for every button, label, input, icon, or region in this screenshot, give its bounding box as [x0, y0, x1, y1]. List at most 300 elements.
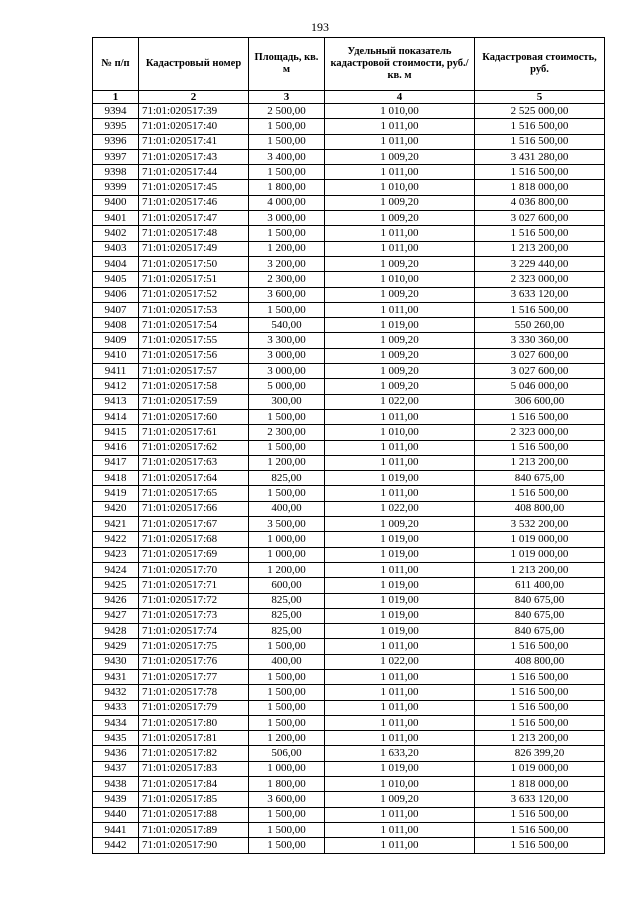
cell-area: 540,00 [249, 318, 325, 333]
cell-cadastral-cost: 3 027 600,00 [475, 364, 605, 379]
header-cadastral-number: Кадастровый номер [139, 38, 249, 91]
cell-area: 1 800,00 [249, 180, 325, 195]
cell-cadastral-number: 71:01:020517:76 [139, 654, 249, 669]
cell-cadastral-cost: 1 213 200,00 [475, 455, 605, 470]
cell-area: 1 500,00 [249, 409, 325, 424]
cell-specific-rate: 1 011,00 [325, 669, 475, 684]
cell-cadastral-number: 71:01:020517:67 [139, 517, 249, 532]
cell-row-number: 9412 [93, 379, 139, 394]
cell-cadastral-number: 71:01:020517:44 [139, 165, 249, 180]
cell-cadastral-number: 71:01:020517:60 [139, 409, 249, 424]
cell-row-number: 9429 [93, 639, 139, 654]
cell-cadastral-number: 71:01:020517:64 [139, 471, 249, 486]
cell-area: 825,00 [249, 471, 325, 486]
cell-area: 1 500,00 [249, 700, 325, 715]
cell-area: 400,00 [249, 654, 325, 669]
table-row [93, 639, 605, 654]
cell-cadastral-number: 71:01:020517:84 [139, 777, 249, 792]
cell-cadastral-cost: 1 516 500,00 [475, 700, 605, 715]
cell-specific-rate: 1 010,00 [325, 272, 475, 287]
cell-specific-rate: 1 011,00 [325, 700, 475, 715]
cell-specific-rate: 1 010,00 [325, 180, 475, 195]
table-row [93, 700, 605, 715]
cell-row-number: 9438 [93, 777, 139, 792]
table-row [93, 547, 605, 562]
table-row [93, 838, 605, 853]
table-row [93, 333, 605, 348]
cell-area: 600,00 [249, 578, 325, 593]
cell-specific-rate: 1 011,00 [325, 822, 475, 837]
table-row [93, 455, 605, 470]
cell-area: 1 500,00 [249, 639, 325, 654]
table-row [93, 578, 605, 593]
table-row [93, 471, 605, 486]
cell-cadastral-cost: 840 675,00 [475, 593, 605, 608]
column-number: 4 [325, 91, 475, 104]
cell-row-number: 9409 [93, 333, 139, 348]
cell-cadastral-number: 71:01:020517:49 [139, 241, 249, 256]
cell-specific-rate: 1 019,00 [325, 318, 475, 333]
cell-area: 1 500,00 [249, 715, 325, 730]
table-row [93, 486, 605, 501]
cell-specific-rate: 1 011,00 [325, 455, 475, 470]
cell-area: 3 400,00 [249, 149, 325, 164]
cell-cadastral-number: 71:01:020517:46 [139, 195, 249, 210]
cell-area: 1 000,00 [249, 547, 325, 562]
cell-specific-rate: 1 011,00 [325, 409, 475, 424]
cell-row-number: 9399 [93, 180, 139, 195]
cell-specific-rate: 1 011,00 [325, 226, 475, 241]
cell-area: 1 000,00 [249, 532, 325, 547]
cell-cadastral-cost: 1 818 000,00 [475, 777, 605, 792]
cell-cadastral-number: 71:01:020517:69 [139, 547, 249, 562]
cell-row-number: 9413 [93, 394, 139, 409]
header-cadastral-cost: Кадастровая стоимость, руб. [475, 38, 605, 91]
cell-area: 506,00 [249, 746, 325, 761]
cell-area: 1 000,00 [249, 761, 325, 776]
cell-row-number: 9417 [93, 455, 139, 470]
table-row [93, 425, 605, 440]
cell-cadastral-cost: 840 675,00 [475, 624, 605, 639]
cell-row-number: 9442 [93, 838, 139, 853]
cell-cadastral-number: 71:01:020517:52 [139, 287, 249, 302]
cell-cadastral-cost: 1 019 000,00 [475, 532, 605, 547]
cell-specific-rate: 1 011,00 [325, 715, 475, 730]
cell-row-number: 9435 [93, 731, 139, 746]
cell-area: 1 500,00 [249, 685, 325, 700]
cell-specific-rate: 1 011,00 [325, 838, 475, 853]
cell-row-number: 9427 [93, 608, 139, 623]
cell-specific-rate: 1 019,00 [325, 761, 475, 776]
column-number: 1 [93, 91, 139, 104]
cell-row-number: 9404 [93, 256, 139, 271]
cell-cadastral-cost: 4 036 800,00 [475, 195, 605, 210]
table-row [93, 593, 605, 608]
cell-cadastral-cost: 1 019 000,00 [475, 761, 605, 776]
cell-area: 1 500,00 [249, 440, 325, 455]
cell-cadastral-cost: 1 516 500,00 [475, 486, 605, 501]
cell-cadastral-cost: 3 431 280,00 [475, 149, 605, 164]
table-row [93, 348, 605, 363]
cell-cadastral-cost: 5 046 000,00 [475, 379, 605, 394]
table-row [93, 501, 605, 516]
cell-cadastral-cost: 840 675,00 [475, 608, 605, 623]
cell-cadastral-number: 71:01:020517:57 [139, 364, 249, 379]
cell-cadastral-cost: 3 027 600,00 [475, 348, 605, 363]
cell-cadastral-number: 71:01:020517:78 [139, 685, 249, 700]
cell-area: 3 600,00 [249, 287, 325, 302]
cell-area: 3 000,00 [249, 211, 325, 226]
cell-cadastral-cost: 1 516 500,00 [475, 302, 605, 317]
cell-row-number: 9426 [93, 593, 139, 608]
cell-row-number: 9395 [93, 119, 139, 134]
table-row [93, 302, 605, 317]
cell-row-number: 9405 [93, 272, 139, 287]
cell-row-number: 9403 [93, 241, 139, 256]
cell-area: 1 800,00 [249, 777, 325, 792]
table-row [93, 318, 605, 333]
cell-area: 300,00 [249, 394, 325, 409]
cell-row-number: 9423 [93, 547, 139, 562]
cell-row-number: 9424 [93, 562, 139, 577]
table-body [93, 104, 605, 854]
cell-cadastral-cost: 1 516 500,00 [475, 838, 605, 853]
cell-cadastral-number: 71:01:020517:77 [139, 669, 249, 684]
cell-row-number: 9421 [93, 517, 139, 532]
cell-area: 1 200,00 [249, 455, 325, 470]
table-row [93, 532, 605, 547]
cell-specific-rate: 1 022,00 [325, 501, 475, 516]
cell-cadastral-cost: 1 516 500,00 [475, 669, 605, 684]
cell-cadastral-cost: 1 516 500,00 [475, 119, 605, 134]
table-row [93, 180, 605, 195]
cell-area: 1 500,00 [249, 669, 325, 684]
cell-cadastral-number: 71:01:020517:73 [139, 608, 249, 623]
cell-cadastral-cost: 2 525 000,00 [475, 104, 605, 119]
cell-area: 1 200,00 [249, 241, 325, 256]
column-number: 3 [249, 91, 325, 104]
cell-area: 1 200,00 [249, 731, 325, 746]
cell-row-number: 9401 [93, 211, 139, 226]
cell-row-number: 9415 [93, 425, 139, 440]
cell-cadastral-number: 71:01:020517:59 [139, 394, 249, 409]
cell-cadastral-cost: 3 532 200,00 [475, 517, 605, 532]
cell-area: 2 500,00 [249, 104, 325, 119]
cell-cadastral-cost: 3 027 600,00 [475, 211, 605, 226]
table-row [93, 379, 605, 394]
table-row [93, 731, 605, 746]
cell-row-number: 9433 [93, 700, 139, 715]
cell-cadastral-number: 71:01:020517:71 [139, 578, 249, 593]
cell-row-number: 9396 [93, 134, 139, 149]
cell-area: 1 500,00 [249, 302, 325, 317]
cell-cadastral-cost: 3 633 120,00 [475, 287, 605, 302]
table-row [93, 822, 605, 837]
cell-specific-rate: 1 011,00 [325, 562, 475, 577]
table-row [93, 654, 605, 669]
cell-cadastral-number: 71:01:020517:41 [139, 134, 249, 149]
table-row [93, 211, 605, 226]
cell-specific-rate: 1 011,00 [325, 165, 475, 180]
cell-cadastral-number: 71:01:020517:45 [139, 180, 249, 195]
cell-row-number: 9434 [93, 715, 139, 730]
cell-cadastral-number: 71:01:020517:43 [139, 149, 249, 164]
table-row [93, 517, 605, 532]
cell-area: 825,00 [249, 593, 325, 608]
cell-row-number: 9394 [93, 104, 139, 119]
cell-specific-rate: 1 010,00 [325, 425, 475, 440]
cell-specific-rate: 1 009,20 [325, 517, 475, 532]
cell-row-number: 9411 [93, 364, 139, 379]
cell-specific-rate: 1 011,00 [325, 241, 475, 256]
cell-area: 3 200,00 [249, 256, 325, 271]
column-number: 2 [139, 91, 249, 104]
cell-cadastral-cost: 2 323 000,00 [475, 272, 605, 287]
cell-row-number: 9397 [93, 149, 139, 164]
cell-cadastral-cost: 1 213 200,00 [475, 731, 605, 746]
cell-area: 3 000,00 [249, 364, 325, 379]
cell-specific-rate: 1 019,00 [325, 532, 475, 547]
cell-specific-rate: 1 633,20 [325, 746, 475, 761]
cell-cadastral-number: 71:01:020517:83 [139, 761, 249, 776]
cell-row-number: 9419 [93, 486, 139, 501]
cell-cadastral-cost: 1 516 500,00 [475, 226, 605, 241]
cell-cadastral-number: 71:01:020517:54 [139, 318, 249, 333]
table-row [93, 608, 605, 623]
cell-specific-rate: 1 011,00 [325, 486, 475, 501]
cell-row-number: 9408 [93, 318, 139, 333]
cell-area: 2 300,00 [249, 425, 325, 440]
cell-specific-rate: 1 011,00 [325, 731, 475, 746]
cell-row-number: 9418 [93, 471, 139, 486]
cell-cadastral-number: 71:01:020517:90 [139, 838, 249, 853]
cell-area: 1 500,00 [249, 486, 325, 501]
cell-specific-rate: 1 011,00 [325, 807, 475, 822]
cell-cadastral-cost: 1 019 000,00 [475, 547, 605, 562]
cell-cadastral-number: 71:01:020517:61 [139, 425, 249, 440]
cell-row-number: 9407 [93, 302, 139, 317]
cell-row-number: 9422 [93, 532, 139, 547]
cell-cadastral-number: 71:01:020517:75 [139, 639, 249, 654]
table-row [93, 409, 605, 424]
table-row [93, 256, 605, 271]
cell-row-number: 9439 [93, 792, 139, 807]
cell-cadastral-cost: 1 213 200,00 [475, 241, 605, 256]
cell-cadastral-number: 71:01:020517:72 [139, 593, 249, 608]
cell-cadastral-number: 71:01:020517:51 [139, 272, 249, 287]
cell-area: 5 000,00 [249, 379, 325, 394]
cell-specific-rate: 1 009,20 [325, 792, 475, 807]
cell-cadastral-number: 71:01:020517:81 [139, 731, 249, 746]
cell-cadastral-cost: 1 516 500,00 [475, 440, 605, 455]
cell-cadastral-number: 71:01:020517:74 [139, 624, 249, 639]
cell-specific-rate: 1 011,00 [325, 440, 475, 455]
cell-cadastral-number: 71:01:020517:53 [139, 302, 249, 317]
cell-cadastral-number: 71:01:020517:70 [139, 562, 249, 577]
cell-cadastral-cost: 2 323 000,00 [475, 425, 605, 440]
cell-cadastral-number: 71:01:020517:56 [139, 348, 249, 363]
table-row [93, 685, 605, 700]
cell-specific-rate: 1 019,00 [325, 593, 475, 608]
cell-cadastral-cost: 3 633 120,00 [475, 792, 605, 807]
column-number: 5 [475, 91, 605, 104]
cell-cadastral-cost: 3 229 440,00 [475, 256, 605, 271]
cell-row-number: 9400 [93, 195, 139, 210]
table-row [93, 195, 605, 210]
cell-row-number: 9398 [93, 165, 139, 180]
cell-area: 1 500,00 [249, 119, 325, 134]
table-row [93, 226, 605, 241]
table-row [93, 777, 605, 792]
cell-cadastral-cost: 408 800,00 [475, 654, 605, 669]
cell-cadastral-number: 71:01:020517:66 [139, 501, 249, 516]
table-row [93, 807, 605, 822]
cell-row-number: 9441 [93, 822, 139, 837]
cell-area: 1 500,00 [249, 807, 325, 822]
cell-cadastral-cost: 840 675,00 [475, 471, 605, 486]
cell-row-number: 9406 [93, 287, 139, 302]
cell-cadastral-cost: 1 516 500,00 [475, 134, 605, 149]
cell-specific-rate: 1 011,00 [325, 302, 475, 317]
table-row [93, 104, 605, 119]
cell-specific-rate: 1 009,20 [325, 256, 475, 271]
cell-cadastral-cost: 1 516 500,00 [475, 409, 605, 424]
cell-area: 3 300,00 [249, 333, 325, 348]
cell-cadastral-number: 71:01:020517:80 [139, 715, 249, 730]
cell-cadastral-number: 71:01:020517:89 [139, 822, 249, 837]
cell-area: 3 000,00 [249, 348, 325, 363]
cell-area: 3 500,00 [249, 517, 325, 532]
cell-row-number: 9428 [93, 624, 139, 639]
cell-cadastral-cost: 1 213 200,00 [475, 562, 605, 577]
cell-cadastral-cost: 1 516 500,00 [475, 685, 605, 700]
cell-cadastral-number: 71:01:020517:58 [139, 379, 249, 394]
cell-row-number: 9431 [93, 669, 139, 684]
cell-cadastral-cost: 1 818 000,00 [475, 180, 605, 195]
table-row [93, 272, 605, 287]
cell-cadastral-cost: 826 399,20 [475, 746, 605, 761]
cell-specific-rate: 1 009,20 [325, 348, 475, 363]
cell-cadastral-number: 71:01:020517:63 [139, 455, 249, 470]
cell-area: 1 500,00 [249, 226, 325, 241]
cell-area: 1 500,00 [249, 134, 325, 149]
table-row [93, 440, 605, 455]
table-row [93, 149, 605, 164]
cell-specific-rate: 1 009,20 [325, 149, 475, 164]
header-area: Площадь, кв. м [249, 38, 325, 91]
cell-area: 400,00 [249, 501, 325, 516]
cell-area: 3 600,00 [249, 792, 325, 807]
table-row [93, 669, 605, 684]
cell-specific-rate: 1 022,00 [325, 394, 475, 409]
cell-specific-rate: 1 010,00 [325, 777, 475, 792]
table-row [93, 134, 605, 149]
cell-area: 1 200,00 [249, 562, 325, 577]
cell-specific-rate: 1 009,20 [325, 364, 475, 379]
cell-cadastral-cost: 1 516 500,00 [475, 715, 605, 730]
cell-specific-rate: 1 011,00 [325, 685, 475, 700]
cell-row-number: 9436 [93, 746, 139, 761]
cell-specific-rate: 1 009,20 [325, 333, 475, 348]
table-row [93, 624, 605, 639]
cell-specific-rate: 1 011,00 [325, 639, 475, 654]
column-number-row [93, 91, 605, 104]
cell-specific-rate: 1 022,00 [325, 654, 475, 669]
cell-cadastral-number: 71:01:020517:85 [139, 792, 249, 807]
cell-area: 1 500,00 [249, 822, 325, 837]
table-row [93, 394, 605, 409]
table-header-row [93, 38, 605, 91]
cell-cadastral-number: 71:01:020517:55 [139, 333, 249, 348]
cell-area: 825,00 [249, 624, 325, 639]
table-row [93, 287, 605, 302]
cell-cadastral-cost: 1 516 500,00 [475, 165, 605, 180]
cell-specific-rate: 1 019,00 [325, 578, 475, 593]
cell-specific-rate: 1 019,00 [325, 608, 475, 623]
cell-row-number: 9425 [93, 578, 139, 593]
cell-cadastral-number: 71:01:020517:65 [139, 486, 249, 501]
cell-cadastral-cost: 550 260,00 [475, 318, 605, 333]
cell-cadastral-number: 71:01:020517:40 [139, 119, 249, 134]
cell-cadastral-cost: 1 516 500,00 [475, 807, 605, 822]
cell-specific-rate: 1 009,20 [325, 287, 475, 302]
page-number: 193 [311, 20, 329, 34]
cell-row-number: 9420 [93, 501, 139, 516]
cell-specific-rate: 1 011,00 [325, 119, 475, 134]
cell-cadastral-cost: 306 600,00 [475, 394, 605, 409]
table-row [93, 241, 605, 256]
cell-cadastral-number: 71:01:020517:50 [139, 256, 249, 271]
cell-cadastral-cost: 3 330 360,00 [475, 333, 605, 348]
cell-cadastral-cost: 1 516 500,00 [475, 639, 605, 654]
cell-cadastral-number: 71:01:020517:82 [139, 746, 249, 761]
cell-cadastral-number: 71:01:020517:62 [139, 440, 249, 455]
table-row [93, 746, 605, 761]
cell-row-number: 9402 [93, 226, 139, 241]
table-row [93, 165, 605, 180]
cell-row-number: 9414 [93, 409, 139, 424]
cell-specific-rate: 1 010,00 [325, 104, 475, 119]
cell-cadastral-number: 71:01:020517:39 [139, 104, 249, 119]
cell-specific-rate: 1 009,20 [325, 379, 475, 394]
cell-cadastral-cost: 611 400,00 [475, 578, 605, 593]
table-row [93, 562, 605, 577]
cell-specific-rate: 1 009,20 [325, 211, 475, 226]
cell-row-number: 9432 [93, 685, 139, 700]
cell-area: 4 000,00 [249, 195, 325, 210]
cell-cadastral-number: 71:01:020517:47 [139, 211, 249, 226]
cell-area: 825,00 [249, 608, 325, 623]
cell-area: 1 500,00 [249, 165, 325, 180]
cell-cadastral-cost: 408 800,00 [475, 501, 605, 516]
cell-cadastral-number: 71:01:020517:88 [139, 807, 249, 822]
header-specific-rate: Удельный показатель кадастровой стоимости, руб./кв. м [325, 38, 475, 91]
table-row [93, 715, 605, 730]
cell-row-number: 9440 [93, 807, 139, 822]
cell-specific-rate: 1 019,00 [325, 471, 475, 486]
cell-cadastral-cost: 1 516 500,00 [475, 822, 605, 837]
cell-cadastral-number: 71:01:020517:48 [139, 226, 249, 241]
cell-cadastral-number: 71:01:020517:79 [139, 700, 249, 715]
header-row-number: № п/п [93, 38, 139, 91]
table-row [93, 792, 605, 807]
cadastral-table [92, 37, 605, 854]
cell-specific-rate: 1 011,00 [325, 134, 475, 149]
cell-area: 1 500,00 [249, 838, 325, 853]
cell-row-number: 9416 [93, 440, 139, 455]
table-row [93, 761, 605, 776]
cell-row-number: 9437 [93, 761, 139, 776]
